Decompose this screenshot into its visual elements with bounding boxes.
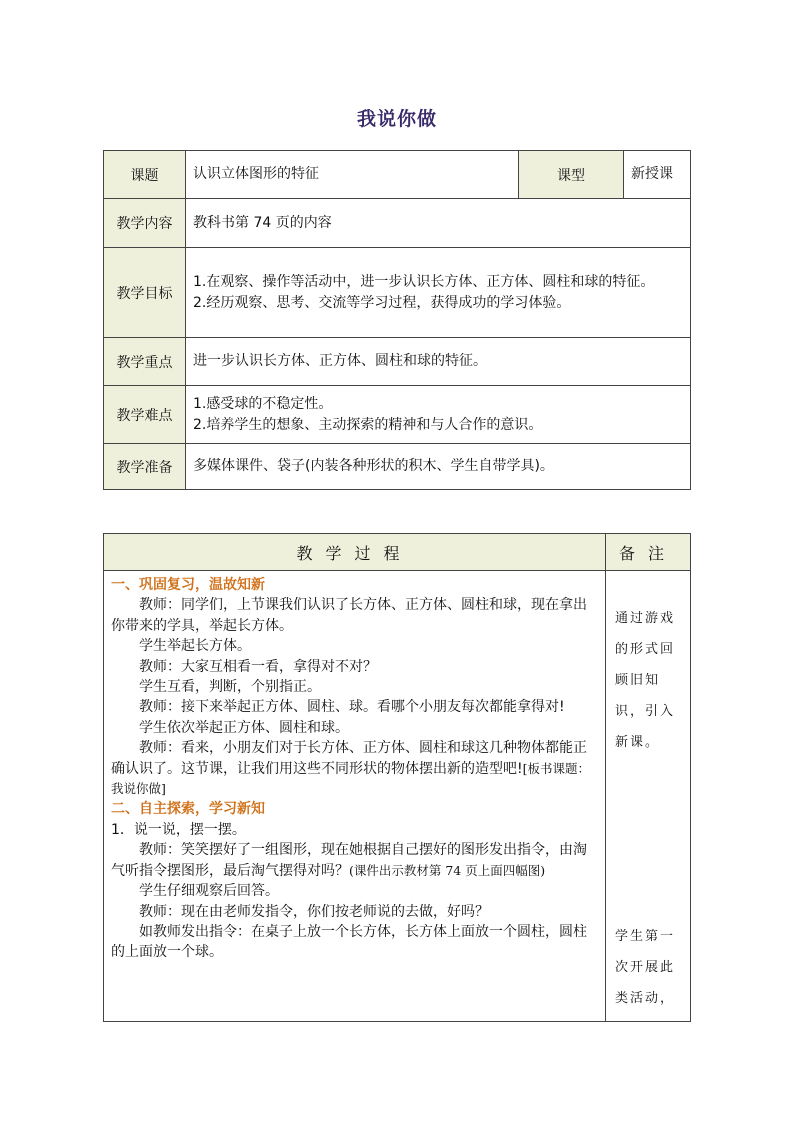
difficulty-label: 教学难点 [104, 386, 186, 444]
difficulty-value [186, 386, 691, 444]
goals-value [186, 248, 691, 338]
info-row-difficulty [104, 386, 691, 444]
page-title: 我说你做 [356, 108, 437, 130]
prep-value: 多媒体课件、袋子(内装各种形状的积木、学生自带学具)。 [186, 444, 691, 490]
sub-heading: 1．说一说，摆一摆。 [111, 821, 246, 838]
section-title: 一、巩固复习，温故知新 [111, 577, 265, 593]
notes-header: 备注 [606, 534, 691, 571]
paragraph: 教师：大家互相看一看，拿得对不对？ [139, 658, 377, 675]
paragraph [111, 840, 599, 881]
content-value: 教科书第 74 页的内容 [186, 199, 691, 248]
info-row-prep [104, 444, 691, 490]
process-header: 教学过程 [104, 534, 606, 571]
process-content [104, 571, 606, 1022]
prep-label: 教学准备 [104, 444, 186, 490]
lesson-info-table [103, 150, 691, 490]
topic-value: 认识立体图形的特征 [186, 151, 519, 199]
paragraph-text: 教师：看来，小朋友们对于长方体、正方体、圆柱和球这几种物体都能正确认识了。这节课，让我们用这些不同形状的物体摆出新的造型吧! [111, 740, 587, 777]
paragraph [111, 738, 599, 799]
type-value: 新授课 [624, 151, 691, 199]
paragraph: 教师：现在由老师发指令，你们按老师说的去做，好吗？ [139, 903, 489, 920]
note-review: 通过游戏的形式回顾旧知识，引入新课。 [615, 611, 676, 750]
info-row-goals [104, 248, 691, 338]
topic-label: 课题 [104, 151, 186, 199]
paragraph: 教师：接下来举起正方体、圆柱、球。看哪个小朋友每次都能拿得对! [139, 699, 565, 716]
goals-label: 教学目标 [104, 248, 186, 338]
info-row-key [104, 338, 691, 386]
goal-item: 1.在观察、操作等活动中，进一步认识长方体、正方体、圆柱和球的特征。 [193, 273, 655, 290]
teaching-process-table [103, 533, 691, 1022]
paragraph: 学生举起长方体。 [139, 638, 251, 655]
key-value: 进一步认识长方体、正方体、圆柱和球的特征。 [186, 338, 691, 386]
note-activity: 学生第一次开展此类活动， [615, 929, 676, 1006]
difficulty-item: 1.感受球的不稳定性。 [193, 395, 333, 412]
courseware-note: (课件出示教材第 74 页上面四幅图) [349, 862, 546, 878]
paragraph: 学生依次举起正方体、圆柱和球。 [139, 719, 349, 736]
info-row-content [104, 199, 691, 248]
paragraph: 学生互看，判断，个别指正。 [139, 679, 321, 696]
paragraph: 如教师发出指令：在桌子上放一个长方体，长方体上面放一个圆柱，圆柱的上面放一个球。 [111, 923, 587, 961]
type-label: 课型 [519, 151, 624, 199]
process-body-row [104, 571, 691, 1022]
board-title-note: [板书课题：我说你做] [111, 760, 591, 797]
goal-item: 2.经历观察、思考、交流等学习过程，获得成功的学习体验。 [193, 294, 571, 311]
content-label: 教学内容 [104, 199, 186, 248]
difficulty-item: 2.培养学生的想象、主动探索的精神和与人合作的意识。 [193, 416, 543, 433]
notes-column [606, 571, 691, 1022]
section-title: 二、自主探索，学习新知 [111, 801, 265, 818]
paragraph: 学生仔细观察后回答。 [139, 883, 279, 900]
paragraph-text: 教师：笑笑摆好了一组图形，现在她根据自己摆好的图形发出指令，由淘气听指令摆图形，最后淘气摆得对吗？ [111, 842, 587, 879]
info-row-topic [104, 151, 691, 199]
key-label: 教学重点 [104, 338, 186, 386]
process-header-row [104, 534, 691, 571]
paragraph: 教师：同学们，上节课我们认识了长方体、正方体、圆柱和球，现在拿出你带来的学具，举起长方体。 [111, 597, 587, 634]
